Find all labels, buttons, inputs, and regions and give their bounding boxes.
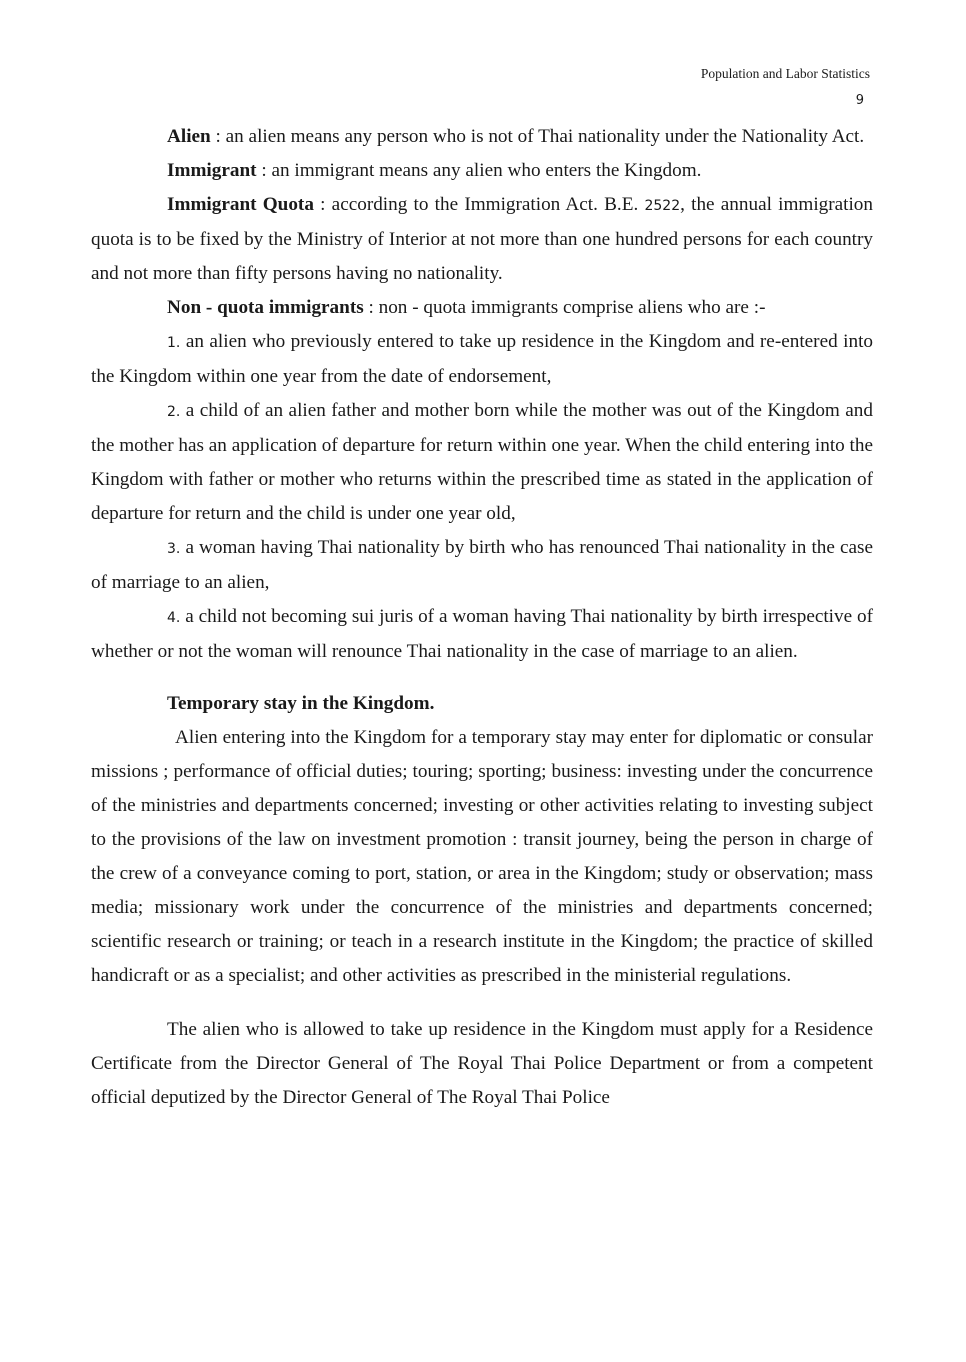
residence-paragraph: The alien who is allowed to take up residence in the Kingdom must apply for a Residence Certificate from the Director General of The Royal Thai Police Department or from a competent official deputized by the Director General of The Royal Thai Police [91, 1019, 873, 1108]
definition-immigrant-quota-text-b: , the annual immigration quota is to be fixed by the Ministry of Interior at not more than one hundred persons for each country and not more than fifty persons having no nationality. [91, 194, 873, 284]
term-alien: Alien [167, 126, 211, 147]
list-item [91, 325, 873, 394]
definition-immigrant-quota [91, 188, 873, 291]
page-number: 9 [855, 93, 864, 108]
definition-non-quota-text: : non - quota immigrants comprise aliens who are :- [363, 297, 766, 318]
term-non-quota: Non - quota immigrants [167, 297, 364, 318]
list-item [91, 531, 873, 600]
definition-immigrant [91, 154, 873, 188]
definition-alien [91, 120, 873, 154]
immigration-act-year: 2522 [644, 198, 681, 214]
running-header: Population and Labor Statistics [700, 66, 870, 81]
list-item-text: a woman having Thai nationality by birth who has renounced Thai nationality in the case of marriage to an alien, [91, 537, 873, 593]
list-item [91, 394, 873, 531]
term-immigrant-quota: Immigrant Quota [167, 194, 314, 215]
term-immigrant: Immigrant [167, 160, 257, 181]
definition-immigrant-quota-text-a: : according to the Immigration Act. B.E. [313, 194, 645, 215]
list-item-text: a child of an alien father and mother born while the mother was out of the Kingdom and the mother has an application of departure for return within one year. When the child entering into the Kingdom with father or mother who returns within the prescribed time as stated in the application of departure for return and the child is under one year old, [91, 400, 873, 524]
definition-non-quota [91, 291, 873, 325]
list-item [91, 600, 873, 669]
section-heading-temporary-stay: Temporary stay in the Kingdom. [167, 693, 435, 714]
temporary-stay-paragraph: Alien entering into the Kingdom for a temporary stay may enter for diplomatic or consular missions ; performance of official duties; touring; sporting; business: investing under the concurrence of the ministries and departments concerned; investing or other activities relating to investing subject to the provisions of the law on investment promotion : transit journey, being the person in charge of the crew of a conveyance coming to port, station, or area in the Kingdom; study or observation; mass media; missionary work under the concurrence of the ministries and departments concerned; scientific research or training; or teach in a research institute in the Kingdom; the practice of skilled handicraft or as a specialist; and other activities as prescribed in the ministerial regulations. [91, 727, 873, 986]
list-item-text: a child not becoming sui juris of a woman having Thai nationality by birth irrespective of whether or not the woman will renounce Thai nationality in the case of marriage to an alien. [91, 606, 873, 662]
definition-alien-text: : an alien means any person who is not of Thai nationality under the Nationality Act. [210, 126, 865, 147]
list-item-number: 1. [167, 335, 181, 351]
body-text [91, 120, 873, 1115]
list-item-number: 4. [167, 610, 181, 626]
list-item-text: an alien who previously entered to take up residence in the Kingdom and re-entered into the Kingdom within one year from the date of endorsement, [91, 331, 873, 387]
list-item-number: 2. [167, 404, 181, 420]
list-item-number: 3. [167, 541, 181, 557]
definition-immigrant-text: : an immigrant means any alien who enters the Kingdom. [256, 160, 702, 181]
